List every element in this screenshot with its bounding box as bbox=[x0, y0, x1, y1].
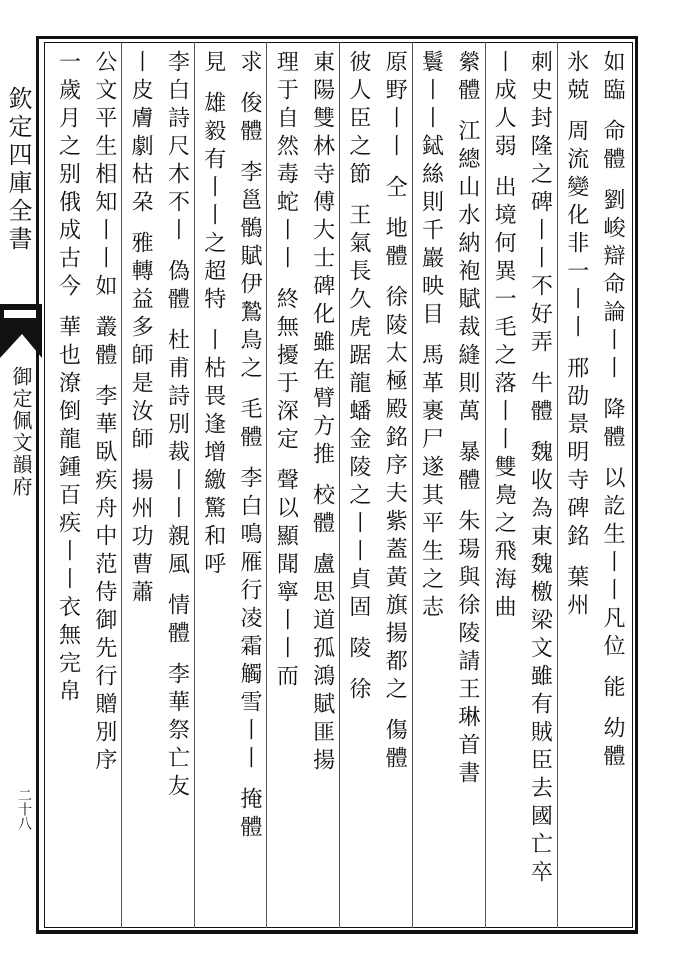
text-column: 求 俊體 李邕鶻賦伊鷙鳥之 毛體 李白鳴雁行凌霜觸雪丨丨 掩體 bbox=[237, 50, 263, 843]
text-column: 東陽雙林寺傅大士碑化雖在臂方推 校體 盧思道孤鴻賦匪揚 bbox=[309, 50, 335, 776]
text-column: 一歲月之别俄成古今 華也潦倒龍鍾百疾丨丨衣無完帛 bbox=[55, 50, 81, 707]
text-body bbox=[48, 50, 630, 926]
text-column: 彼人臣之節 王氣長久虎踞龍蟠金陵之丨丨貞固 陵 徐 bbox=[345, 50, 371, 705]
running-title: 御定佩文韻府 bbox=[9, 366, 33, 498]
text-column: 丨皮膚劇枯朶 雅轉益多師是汝師 揚州功曹蕭 bbox=[128, 50, 154, 608]
text-column: 公文平生相知丨丨如 叢體 李華臥疾舟中范侍御先行贈別序 bbox=[91, 50, 117, 776]
text-column: 丨成人弱 出境何異一毛之落丨丨雙鳧之飛海曲 bbox=[491, 50, 517, 623]
text-column: 刺史封隆之碑丨丨不好弄 牛體 魏收為東魏檄梁文雖有賊臣去國亡卒 bbox=[527, 50, 553, 888]
text-column: 理于自然毒蛇丨丨 終無擾于深定 聲以顯聞寧丨丨而 bbox=[273, 50, 299, 692]
text-column: 原野丨丨 仝 地體 徐陵太極殿銘序夫紫蓋黃旗揚都之 傷體 bbox=[382, 50, 408, 774]
text-column: 鬟丨丨鋱絲則千巖映目 馬革裹尸遂其平生之志 bbox=[418, 50, 444, 623]
text-column: 李白詩尺木不丨 偽體 杜甫詩別裁丨丨親風 情體 李華祭亡友 bbox=[164, 50, 190, 802]
page-number: 二十八 bbox=[16, 788, 32, 830]
text-column: 氷兢 周流變化非一丨丨 邢劭景明寺碑銘 葉州 bbox=[563, 50, 589, 621]
book-title: 欽定四庫全書 bbox=[4, 86, 32, 254]
text-column: 如臨 命體 劉峻辯命論丨丨 降體 以訖生丨丨凡位 能 幼體 bbox=[600, 50, 625, 772]
bottom-rule bbox=[36, 930, 638, 934]
text-column: 見 雄毅有丨丨之超特 丨枯畏逢增繳驚和呼 bbox=[200, 50, 226, 580]
text-column: 縈體 江總山水納袍賦裁縫則萬 暴體 朱瑒與徐陵請王琳首書 bbox=[454, 50, 480, 789]
